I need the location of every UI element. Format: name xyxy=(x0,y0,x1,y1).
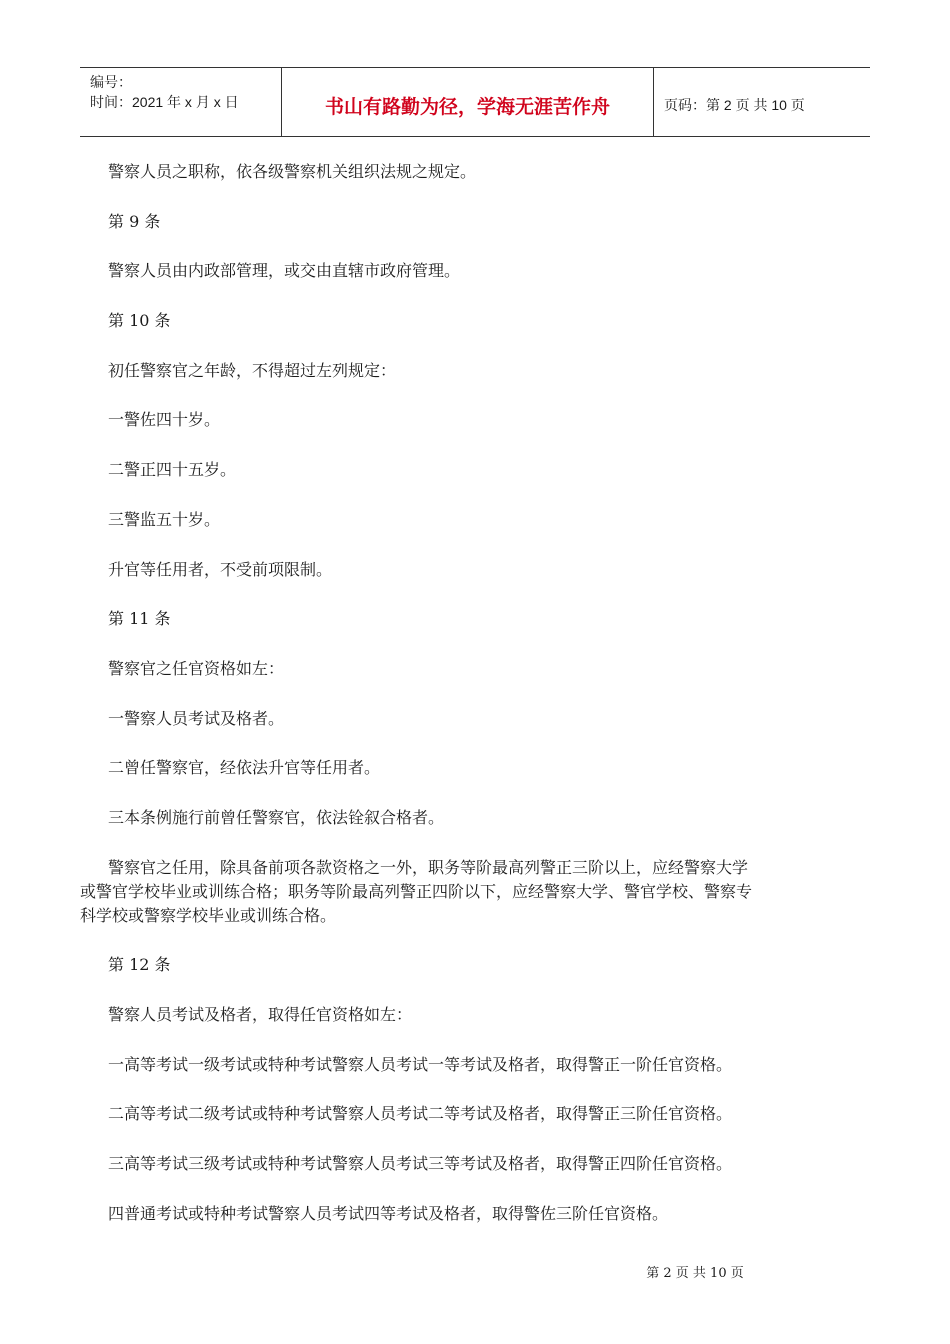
list-item: 二高等考试二级考试或特种考试警察人员考试二等考试及格者，取得警正三阶任官资格。 xyxy=(108,1104,733,1124)
document-date: 时间：2021 年 x 月 x 日 xyxy=(90,94,239,110)
text-line: 警察人员之职称，依各级警察机关组织法规之规定。 xyxy=(108,162,477,181)
list-item: 三警监五十岁。 xyxy=(108,509,221,529)
list-item: 四普通考试或特种考试警察人员考试四等考试及格者，取得警佐三阶任官资格。 xyxy=(108,1203,669,1223)
article-heading: 第 10 条 xyxy=(108,311,171,331)
list-item: 一高等考试一级考试或特种考试警察人员考试一等考试及格者，取得警正一阶任官资格。 xyxy=(108,1054,733,1074)
text-line: 警察人员由内政部管理，或交由直辖市政府管理。 xyxy=(108,261,461,281)
article-heading: 第 9 条 xyxy=(108,211,161,231)
text-line: 升官等任用者，不受前项限制。 xyxy=(108,559,333,579)
list-item: 一警佐四十岁。 xyxy=(108,410,221,430)
article-heading: 第 11 条 xyxy=(108,609,171,629)
page-number: 第 2 页 共 10 页 xyxy=(646,1266,744,1281)
list-item: 二曾任警察官，经依法升官等任用者。 xyxy=(108,758,381,778)
header-page-info: 页码：第 2 页 共 10 页 xyxy=(664,97,805,113)
text-line: 初任警察官之年龄，不得超过左列规定： xyxy=(108,360,397,380)
paragraph-line: 或警官学校毕业或训练合格；职务等阶最高列警正四阶以下，应经警察大学、警官学校、警察专 xyxy=(80,881,753,901)
document-body xyxy=(80,160,868,1226)
text-line: 警察官之任官资格如左： xyxy=(108,658,285,678)
paragraph-line: 科学校或警察学校毕业或训练合格。 xyxy=(80,905,337,925)
list-item: 三高等考试三级考试或特种考试警察人员考试三等考试及格者，取得警正四阶任官资格。 xyxy=(108,1154,733,1174)
header-meta xyxy=(80,68,282,136)
document-number-label: 编号： xyxy=(90,74,132,90)
paragraph-line: 警察官之任用，除具备前项各款资格之一外，职务等阶最高列警正三阶以上，应经警察大学 xyxy=(108,857,749,877)
list-item: 三本条例施行前曾任警察官，依法铨叙合格者。 xyxy=(108,807,445,827)
text-line: 警察人员考试及格者，取得任官资格如左： xyxy=(108,1005,413,1024)
header-motto: 书山有路勤为径，学海无涯苦作舟 xyxy=(282,68,654,136)
page-footer xyxy=(0,1262,950,1281)
page-header xyxy=(80,67,870,137)
paragraph-block xyxy=(80,856,868,928)
list-item: 二警正四十五岁。 xyxy=(108,460,237,480)
list-item: 一警察人员考试及格者。 xyxy=(108,708,285,728)
article-heading: 第 12 条 xyxy=(108,955,171,975)
